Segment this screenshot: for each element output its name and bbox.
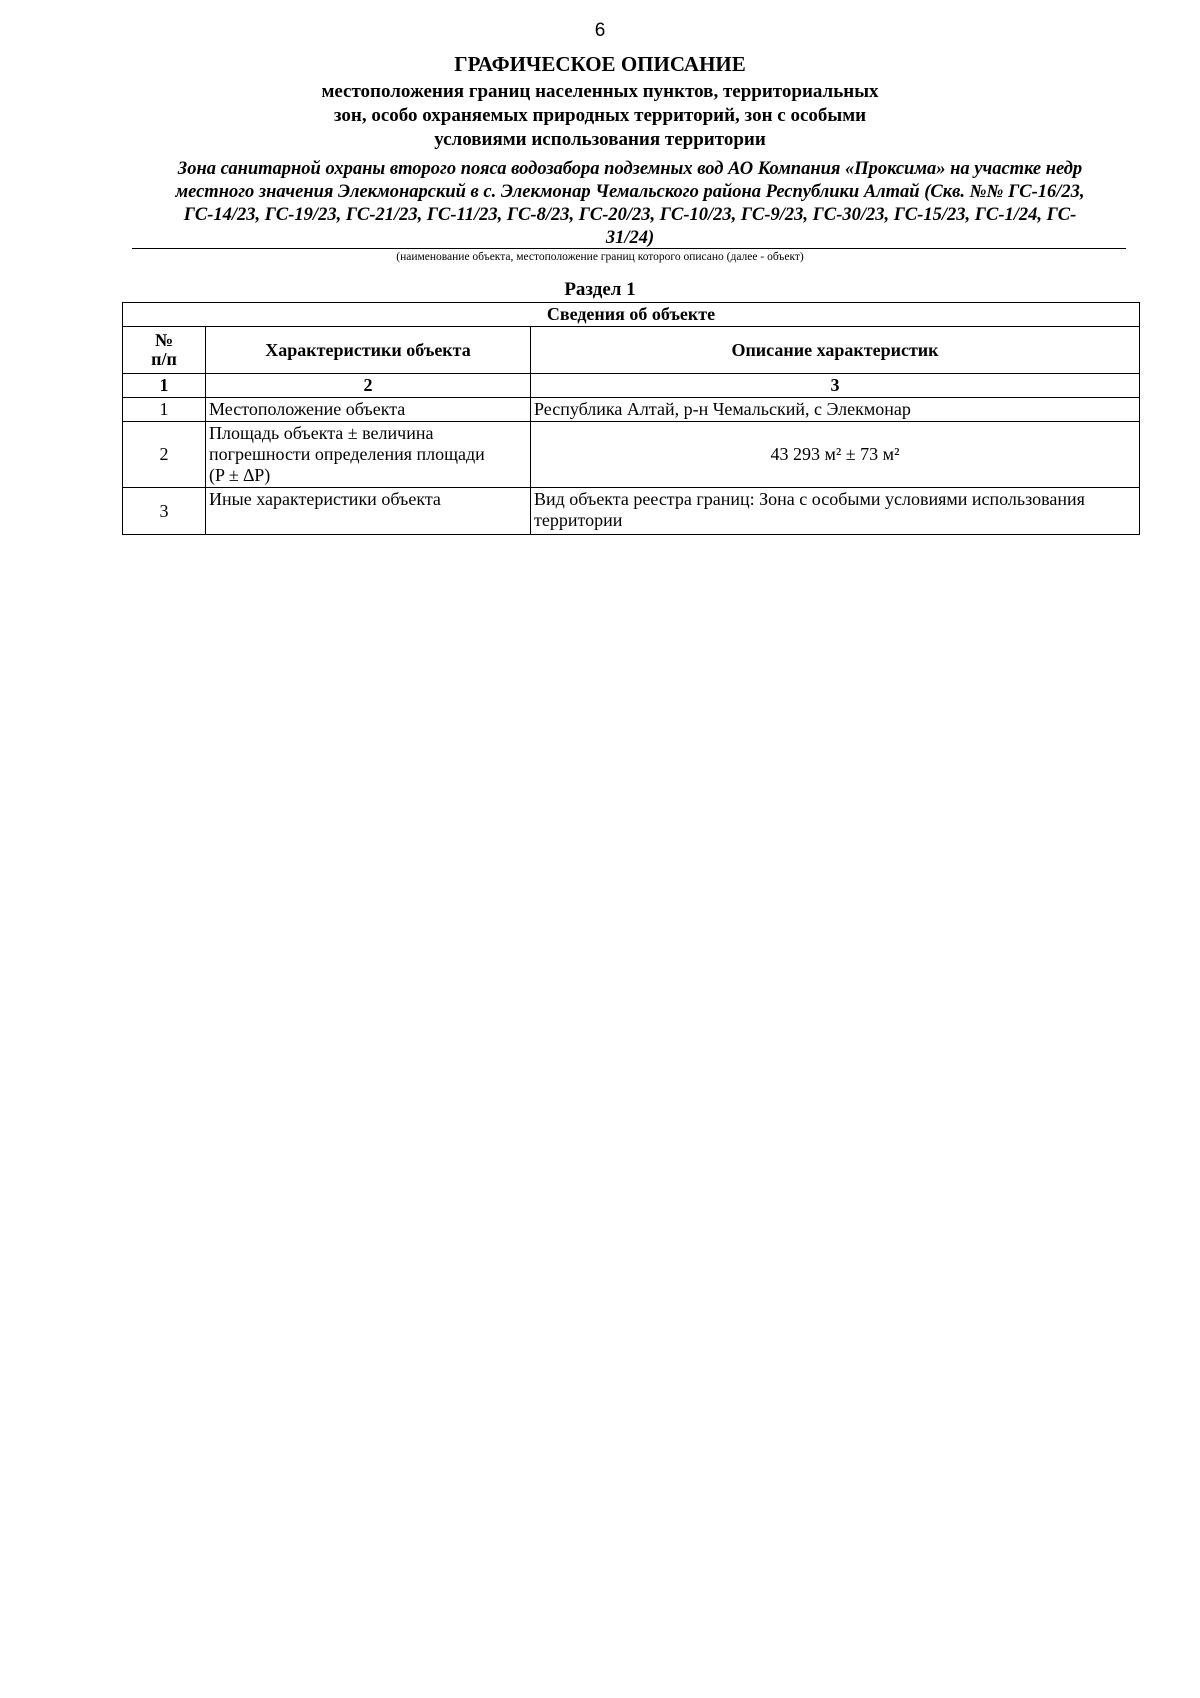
row-description: Республика Алтай, р-н Чемальский, с Элекмонар (531, 398, 1140, 422)
characteristic-line: Площадь объекта ± величина (209, 423, 434, 443)
row-description: 43 293 м² ± 73 м² (531, 422, 1140, 488)
column-number-row (123, 374, 1140, 398)
header-description: Описание характеристик (531, 327, 1140, 374)
object-name-line: ГС-14/23, ГС-19/23, ГС-21/23, ГС-11/23, ГС-8/23, ГС-20/23, ГС-10/23, ГС-9/23, ГС-30/23, ГС-15/23, ГС-1/24, ГС- (183, 205, 1077, 225)
table-row (123, 398, 1140, 422)
table-header-row (123, 327, 1140, 374)
row-number: 1 (123, 398, 206, 422)
object-name-line: местного значения Элекмонарский в с. Элекмонар Чемальского района Республики Алтай (Скв. №№ ГС-16/23, (175, 182, 1085, 202)
row-description: Вид объекта реестра границ: Зона с особыми условиями использования территории (531, 488, 1140, 535)
object-info-table (122, 302, 1140, 535)
column-number: 1 (123, 374, 206, 398)
document-subheading (160, 80, 1040, 152)
object-name-caption: (наименование объекта, местоположение границ которого описано (далее - объект) (396, 251, 804, 263)
object-name-line: 31/24) (605, 228, 655, 248)
row-characteristic (206, 398, 531, 422)
subheading-line: условиями использования территории (434, 129, 766, 150)
subheading-line: местоположения границ населенных пунктов, территориальных (321, 81, 879, 102)
subheading-line: зон, особо охраняемых природных территорий, зон с особыми (333, 105, 867, 126)
object-name-line: Зона санитарной охраны второго пояса водозабора подземных вод АО Компания «Проксима» на участке недр (177, 159, 1083, 179)
row-number: 3 (123, 488, 206, 535)
page-number: 6 (594, 20, 606, 41)
row-characteristic (206, 488, 531, 535)
header-number (123, 327, 206, 374)
characteristic-line: погрешности определения площади (209, 444, 485, 464)
underline-rule (132, 248, 1126, 249)
section-title: Раздел 1 (564, 279, 636, 300)
object-name (130, 158, 1130, 250)
header-characteristic: Характеристики объекта (206, 327, 531, 374)
characteristic-line: Иные характеристики объекта (209, 489, 441, 509)
header-number-line: п/п (151, 349, 177, 369)
characteristic-line: (P ± ∆P) (209, 465, 271, 485)
header-number-line: № (154, 330, 174, 350)
characteristic-line: Местоположение объекта (209, 399, 406, 419)
row-characteristic (206, 422, 531, 488)
table-row (123, 488, 1140, 535)
column-number: 2 (206, 374, 531, 398)
table-title-row (123, 303, 1140, 327)
document-heading: ГРАФИЧЕСКОЕ ОПИСАНИЕ (454, 52, 746, 76)
table-row (123, 422, 1140, 488)
table-title: Сведения об объекте (123, 303, 1140, 327)
row-number: 2 (123, 422, 206, 488)
column-number: 3 (531, 374, 1140, 398)
